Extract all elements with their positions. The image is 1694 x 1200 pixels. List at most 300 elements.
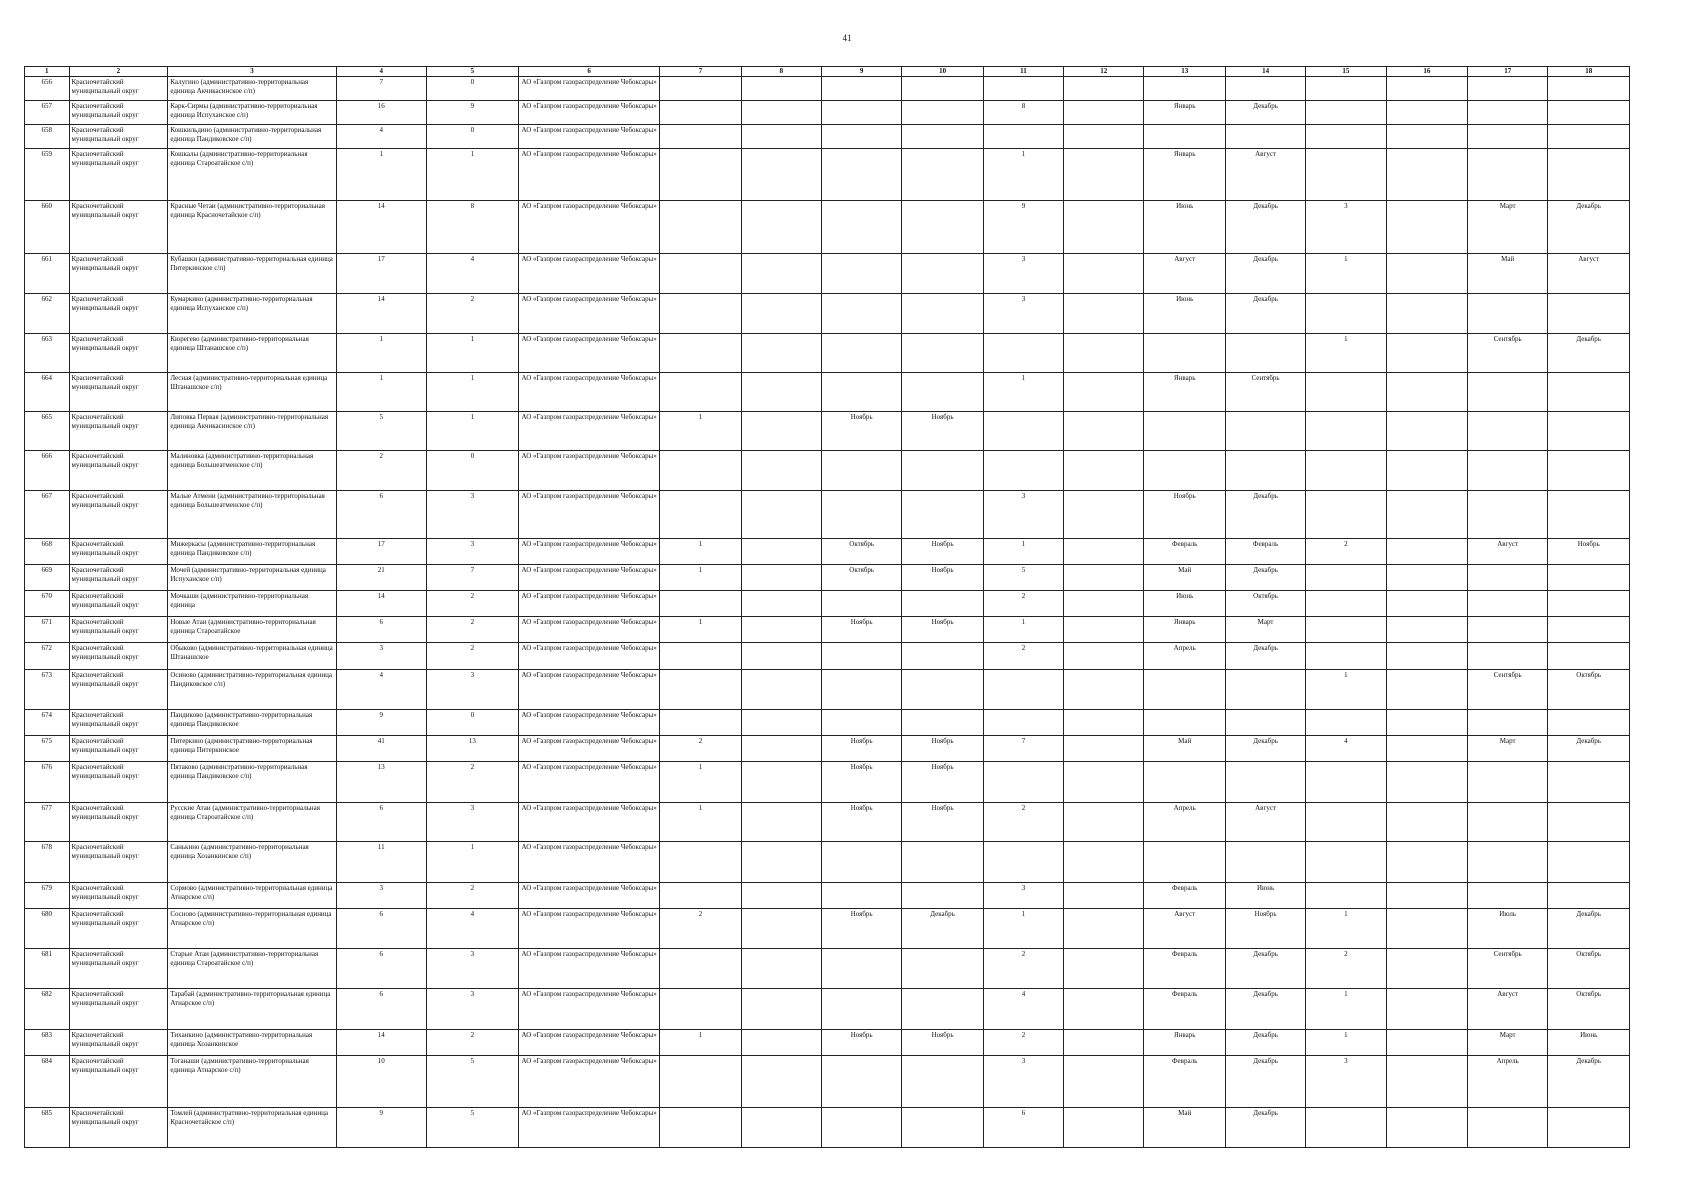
cell-col-4: 17 [336,253,426,293]
cell-col-3: Липовка Первая (административно-территориальная единица Акчикасинское с/п) [168,412,336,451]
cell-col-6: АО «Газпром газораспределение Чебоксары» [519,253,660,293]
cell-col-16 [1386,1029,1467,1055]
cell-col-8 [741,669,821,709]
cell-col-14: Декабрь [1225,949,1305,989]
cell-col-13 [1144,333,1225,372]
cell-col-10 [902,333,983,372]
cell-col-11 [983,762,1063,802]
cell-col-10 [902,989,983,1029]
cell-col-12 [1064,451,1144,490]
cell-col-10 [902,643,983,669]
cell-col-4: 21 [336,564,426,590]
cell-col-1: 680 [25,908,70,948]
cell-col-15: 4 [1306,736,1386,762]
cell-col-6: АО «Газпром газораспределение Чебоксары» [519,125,660,149]
cell-col-15 [1306,149,1386,201]
cell-col-11: 2 [983,643,1063,669]
cell-col-9 [822,451,902,490]
cell-col-9: Ноябрь [822,1029,902,1055]
cell-col-16 [1386,882,1467,908]
cell-col-3: Питеркино (административно-территориальная единица Питеркинское [168,736,336,762]
cell-col-8 [741,617,821,643]
cell-col-18: Декабрь [1548,1056,1630,1108]
cell-col-13: Август [1144,908,1225,948]
cell-col-9 [822,710,902,736]
cell-col-14: Декабрь [1225,490,1305,538]
cell-col-18: Ноябрь [1548,538,1630,564]
column-number-9: 9 [822,67,902,77]
cell-col-12 [1064,591,1144,617]
cell-col-10 [902,149,983,201]
cell-col-14: Декабрь [1225,1056,1305,1108]
cell-col-1: 666 [25,451,70,490]
cell-col-9 [822,989,902,1029]
cell-col-1: 674 [25,710,70,736]
cell-col-16 [1386,669,1467,709]
cell-col-12 [1064,101,1144,125]
cell-col-16 [1386,989,1467,1029]
cell-col-6: АО «Газпром газораспределение Чебоксары» [519,591,660,617]
cell-col-1: 679 [25,882,70,908]
cell-col-1: 657 [25,101,70,125]
cell-col-8 [741,149,821,201]
cell-col-18: Октябрь [1548,669,1630,709]
cell-col-16 [1386,1056,1467,1108]
column-number-15: 15 [1306,67,1386,77]
cell-col-17 [1468,1108,1548,1148]
cell-col-5: 3 [426,538,518,564]
cell-col-4: 1 [336,149,426,201]
cell-col-15 [1306,842,1386,882]
cell-col-7 [660,591,741,617]
cell-col-1: 683 [25,1029,70,1055]
cell-col-15 [1306,1108,1386,1148]
cell-col-3: Пандиково (административно-территориальная единица Пандиковское [168,710,336,736]
cell-col-9 [822,149,902,201]
cell-col-10: Ноябрь [902,538,983,564]
cell-col-13: Апрель [1144,802,1225,841]
table-row [25,1029,1630,1055]
cell-col-3: Малые Атмени (административно-территориальная единица Большеатменское с/п) [168,490,336,538]
cell-col-11: 4 [983,989,1063,1029]
cell-col-5: 1 [426,412,518,451]
cell-col-17 [1468,591,1548,617]
cell-col-12 [1064,802,1144,841]
cell-col-16 [1386,201,1467,253]
cell-col-10: Ноябрь [902,564,983,590]
cell-col-15 [1306,710,1386,736]
cell-col-17 [1468,451,1548,490]
cell-col-16 [1386,538,1467,564]
cell-col-7: 1 [660,412,741,451]
cell-col-10: Декабрь [902,908,983,948]
cell-col-9 [822,643,902,669]
cell-col-8 [741,1056,821,1108]
cell-col-12 [1064,617,1144,643]
cell-col-16 [1386,149,1467,201]
cell-col-15 [1306,643,1386,669]
cell-col-10 [902,591,983,617]
cell-col-16 [1386,333,1467,372]
cell-col-14: Декабрь [1225,643,1305,669]
cell-col-6: АО «Газпром газораспределение Чебоксары» [519,564,660,590]
cell-col-13 [1144,842,1225,882]
cell-col-11: 7 [983,736,1063,762]
cell-col-15: 3 [1306,201,1386,253]
cell-col-14: Декабрь [1225,564,1305,590]
cell-col-7 [660,253,741,293]
cell-col-6: АО «Газпром газораспределение Чебоксары» [519,949,660,989]
cell-col-10 [902,1056,983,1108]
cell-col-6: АО «Газпром газораспределение Чебоксары» [519,201,660,253]
cell-col-14: Декабрь [1225,201,1305,253]
cell-col-14 [1225,710,1305,736]
cell-col-7 [660,669,741,709]
cell-col-16 [1386,77,1467,101]
cell-col-10: Ноябрь [902,736,983,762]
cell-col-8 [741,101,821,125]
cell-col-11: 3 [983,253,1063,293]
cell-col-11: 9 [983,201,1063,253]
cell-col-11: 2 [983,802,1063,841]
cell-col-11: 1 [983,372,1063,411]
column-number-12: 12 [1064,67,1144,77]
cell-col-17 [1468,125,1548,149]
cell-col-18: Июнь [1548,1029,1630,1055]
cell-col-15 [1306,564,1386,590]
cell-col-5: 3 [426,949,518,989]
cell-col-17 [1468,802,1548,841]
cell-col-9 [822,949,902,989]
cell-col-2: Красночетайский муниципальный округ [69,949,168,989]
cell-col-3: Сормово (административно-территориальная единица Атнарское с/п) [168,882,336,908]
cell-col-4: 17 [336,538,426,564]
cell-col-7 [660,842,741,882]
cell-col-2: Красночетайский муниципальный округ [69,1056,168,1108]
cell-col-11: 1 [983,149,1063,201]
cell-col-7 [660,125,741,149]
cell-col-16 [1386,617,1467,643]
cell-col-1: 664 [25,372,70,411]
cell-col-2: Красночетайский муниципальный округ [69,333,168,372]
cell-col-17: Март [1468,736,1548,762]
cell-col-16 [1386,294,1467,333]
cell-col-13 [1144,412,1225,451]
cell-col-2: Красночетайский муниципальный округ [69,101,168,125]
cell-col-16 [1386,736,1467,762]
cell-col-8 [741,736,821,762]
cell-col-7: 1 [660,802,741,841]
cell-col-2: Красночетайский муниципальный округ [69,451,168,490]
table-row [25,538,1630,564]
cell-col-9 [822,77,902,101]
cell-col-1: 660 [25,201,70,253]
cell-col-7 [660,149,741,201]
table-row [25,372,1630,411]
cell-col-1: 667 [25,490,70,538]
cell-col-10: Ноябрь [902,617,983,643]
cell-col-14 [1225,669,1305,709]
cell-col-3: Кумаркино (административно-территориальная единица Испуханское с/п) [168,294,336,333]
cell-col-13: Февраль [1144,538,1225,564]
cell-col-12 [1064,125,1144,149]
cell-col-9: Октябрь [822,538,902,564]
cell-col-11: 8 [983,101,1063,125]
table-row [25,989,1630,1029]
cell-col-11: 3 [983,294,1063,333]
cell-col-2: Красночетайский муниципальный округ [69,643,168,669]
cell-col-10 [902,294,983,333]
cell-col-7 [660,490,741,538]
cell-col-1: 676 [25,762,70,802]
cell-col-4: 6 [336,490,426,538]
cell-col-17 [1468,294,1548,333]
cell-col-10 [902,1108,983,1148]
cell-col-12 [1064,372,1144,411]
cell-col-16 [1386,101,1467,125]
cell-col-11: 3 [983,1056,1063,1108]
cell-col-6: АО «Газпром газораспределение Чебоксары» [519,736,660,762]
column-number-10: 10 [902,67,983,77]
cell-col-5: 0 [426,710,518,736]
cell-col-1: 662 [25,294,70,333]
cell-col-18: Декабрь [1548,736,1630,762]
cell-col-13 [1144,710,1225,736]
cell-col-3: Тарабай (административно-территориальная единица Атнарское с/п) [168,989,336,1029]
cell-col-16 [1386,564,1467,590]
cell-col-12 [1064,1056,1144,1108]
table-row [25,1108,1630,1148]
cell-col-13: Февраль [1144,949,1225,989]
cell-col-15 [1306,617,1386,643]
cell-col-5: 1 [426,333,518,372]
cell-col-13 [1144,451,1225,490]
cell-col-12 [1064,1108,1144,1148]
cell-col-6: АО «Газпром газораспределение Чебоксары» [519,989,660,1029]
cell-col-16 [1386,490,1467,538]
column-number-7: 7 [660,67,741,77]
cell-col-8 [741,77,821,101]
table-row [25,451,1630,490]
cell-col-1: 673 [25,669,70,709]
cell-col-9 [822,882,902,908]
cell-col-2: Красночетайский муниципальный округ [69,77,168,101]
cell-col-5: 1 [426,372,518,411]
cell-col-15: 1 [1306,253,1386,293]
cell-col-12 [1064,1029,1144,1055]
cell-col-18 [1548,842,1630,882]
cell-col-15 [1306,802,1386,841]
cell-col-18 [1548,77,1630,101]
cell-col-3: Мочей (административно-территориальная единица Испуханское с/п) [168,564,336,590]
cell-col-2: Красночетайский муниципальный округ [69,842,168,882]
cell-col-18: Октябрь [1548,949,1630,989]
cell-col-5: 2 [426,1029,518,1055]
cell-col-3: Пятаково (административно-территориальная единица Пандиковское с/п) [168,762,336,802]
cell-col-2: Красночетайский муниципальный округ [69,294,168,333]
cell-col-18 [1548,617,1630,643]
table-row [25,412,1630,451]
cell-col-7: 1 [660,564,741,590]
cell-col-10: Ноябрь [902,412,983,451]
cell-col-3: Санькино (административно-территориальная единица Хозанкинское с/п) [168,842,336,882]
cell-col-8 [741,451,821,490]
cell-col-17 [1468,710,1548,736]
cell-col-13: Январь [1144,149,1225,201]
cell-col-16 [1386,842,1467,882]
cell-col-4: 6 [336,908,426,948]
cell-col-18: Октябрь [1548,989,1630,1029]
cell-col-2: Красночетайский муниципальный округ [69,564,168,590]
cell-col-1: 678 [25,842,70,882]
cell-col-4: 41 [336,736,426,762]
cell-col-10 [902,125,983,149]
cell-col-3: Лесная (административно-территориальная единица Штанашское с/п) [168,372,336,411]
cell-col-10: Ноябрь [902,1029,983,1055]
cell-col-17 [1468,77,1548,101]
cell-col-5: 2 [426,591,518,617]
cell-col-7 [660,710,741,736]
cell-col-10 [902,949,983,989]
cell-col-5: 2 [426,294,518,333]
cell-col-5: 8 [426,201,518,253]
cell-col-16 [1386,125,1467,149]
table-row [25,564,1630,590]
cell-col-14: Февраль [1225,538,1305,564]
cell-col-6: АО «Газпром газораспределение Чебоксары» [519,149,660,201]
cell-col-12 [1064,77,1144,101]
cell-col-14 [1225,77,1305,101]
table-row [25,149,1630,201]
cell-col-6: АО «Газпром газораспределение Чебоксары» [519,842,660,882]
cell-col-16 [1386,949,1467,989]
cell-col-14: Декабрь [1225,1108,1305,1148]
table-row [25,736,1630,762]
cell-col-5: 5 [426,1108,518,1148]
cell-col-11: 1 [983,538,1063,564]
cell-col-9: Ноябрь [822,762,902,802]
cell-col-5: 2 [426,643,518,669]
cell-col-13 [1144,77,1225,101]
cell-col-17: Сентябрь [1468,333,1548,372]
cell-col-7: 1 [660,1029,741,1055]
table-row [25,762,1630,802]
cell-col-16 [1386,710,1467,736]
cell-col-5: 2 [426,617,518,643]
cell-col-4: 9 [336,710,426,736]
cell-col-6: АО «Газпром газораспределение Чебоксары» [519,101,660,125]
cell-col-15: 1 [1306,669,1386,709]
cell-col-12 [1064,201,1144,253]
cell-col-4: 1 [336,333,426,372]
cell-col-1: 684 [25,1056,70,1108]
cell-col-1: 670 [25,591,70,617]
cell-col-5: 13 [426,736,518,762]
cell-col-8 [741,710,821,736]
cell-col-14: Август [1225,802,1305,841]
cell-col-4: 4 [336,125,426,149]
cell-col-14: Июнь [1225,882,1305,908]
cell-col-4: 10 [336,1056,426,1108]
cell-col-1: 672 [25,643,70,669]
column-number-8: 8 [741,67,821,77]
cell-col-10 [902,710,983,736]
cell-col-10 [902,253,983,293]
table-row [25,490,1630,538]
cell-col-9 [822,372,902,411]
cell-col-18 [1548,372,1630,411]
cell-col-12 [1064,538,1144,564]
cell-col-18 [1548,591,1630,617]
cell-col-5: 4 [426,253,518,293]
cell-col-3: Кюрегево (административно-территориальная единица Штанашское с/п) [168,333,336,372]
cell-col-3: Мочкаши (административно-территориальная единица [168,591,336,617]
cell-col-15 [1306,372,1386,411]
cell-col-1: 665 [25,412,70,451]
cell-col-8 [741,949,821,989]
cell-col-8 [741,490,821,538]
cell-col-12 [1064,710,1144,736]
cell-col-10 [902,882,983,908]
cell-col-5: 2 [426,762,518,802]
cell-col-3: Мижеркасы (административно-территориальная единица Пандиковское с/п) [168,538,336,564]
cell-col-6: АО «Газпром газораспределение Чебоксары» [519,643,660,669]
cell-col-10 [902,101,983,125]
cell-col-3: Кошкалы (административно-территориальная единица Староатайское с/п) [168,149,336,201]
cell-col-9: Ноябрь [822,617,902,643]
cell-col-17 [1468,412,1548,451]
cell-col-4: 6 [336,617,426,643]
cell-col-16 [1386,591,1467,617]
cell-col-7 [660,1108,741,1148]
cell-col-3: Осиново (административно-территориальная единица Пандиковское с/п) [168,669,336,709]
cell-col-9 [822,1056,902,1108]
cell-col-3: Красные Четаи (административно-территориальная единица Красночетайское с/п) [168,201,336,253]
cell-col-8 [741,591,821,617]
cell-col-9 [822,333,902,372]
cell-col-14: Март [1225,617,1305,643]
cell-col-7: 1 [660,762,741,802]
cell-col-7: 1 [660,617,741,643]
cell-col-4: 3 [336,882,426,908]
cell-col-9 [822,591,902,617]
cell-col-8 [741,842,821,882]
cell-col-6: АО «Газпром газораспределение Чебоксары» [519,372,660,411]
cell-col-17: Август [1468,989,1548,1029]
cell-col-12 [1064,736,1144,762]
cell-col-12 [1064,294,1144,333]
cell-col-17 [1468,842,1548,882]
cell-col-5: 7 [426,564,518,590]
cell-col-12 [1064,253,1144,293]
cell-col-5: 9 [426,101,518,125]
column-number-17: 17 [1468,67,1548,77]
cell-col-18 [1548,412,1630,451]
cell-col-18 [1548,802,1630,841]
cell-col-9: Ноябрь [822,736,902,762]
cell-col-13: Февраль [1144,882,1225,908]
cell-col-6: АО «Газпром газораспределение Чебоксары» [519,882,660,908]
cell-col-11 [983,125,1063,149]
cell-col-9 [822,201,902,253]
cell-col-14: Декабрь [1225,101,1305,125]
cell-col-2: Красночетайский муниципальный округ [69,989,168,1029]
cell-col-4: 11 [336,842,426,882]
cell-col-16 [1386,908,1467,948]
cell-col-13: Май [1144,564,1225,590]
cell-col-12 [1064,762,1144,802]
column-number-14: 14 [1225,67,1305,77]
